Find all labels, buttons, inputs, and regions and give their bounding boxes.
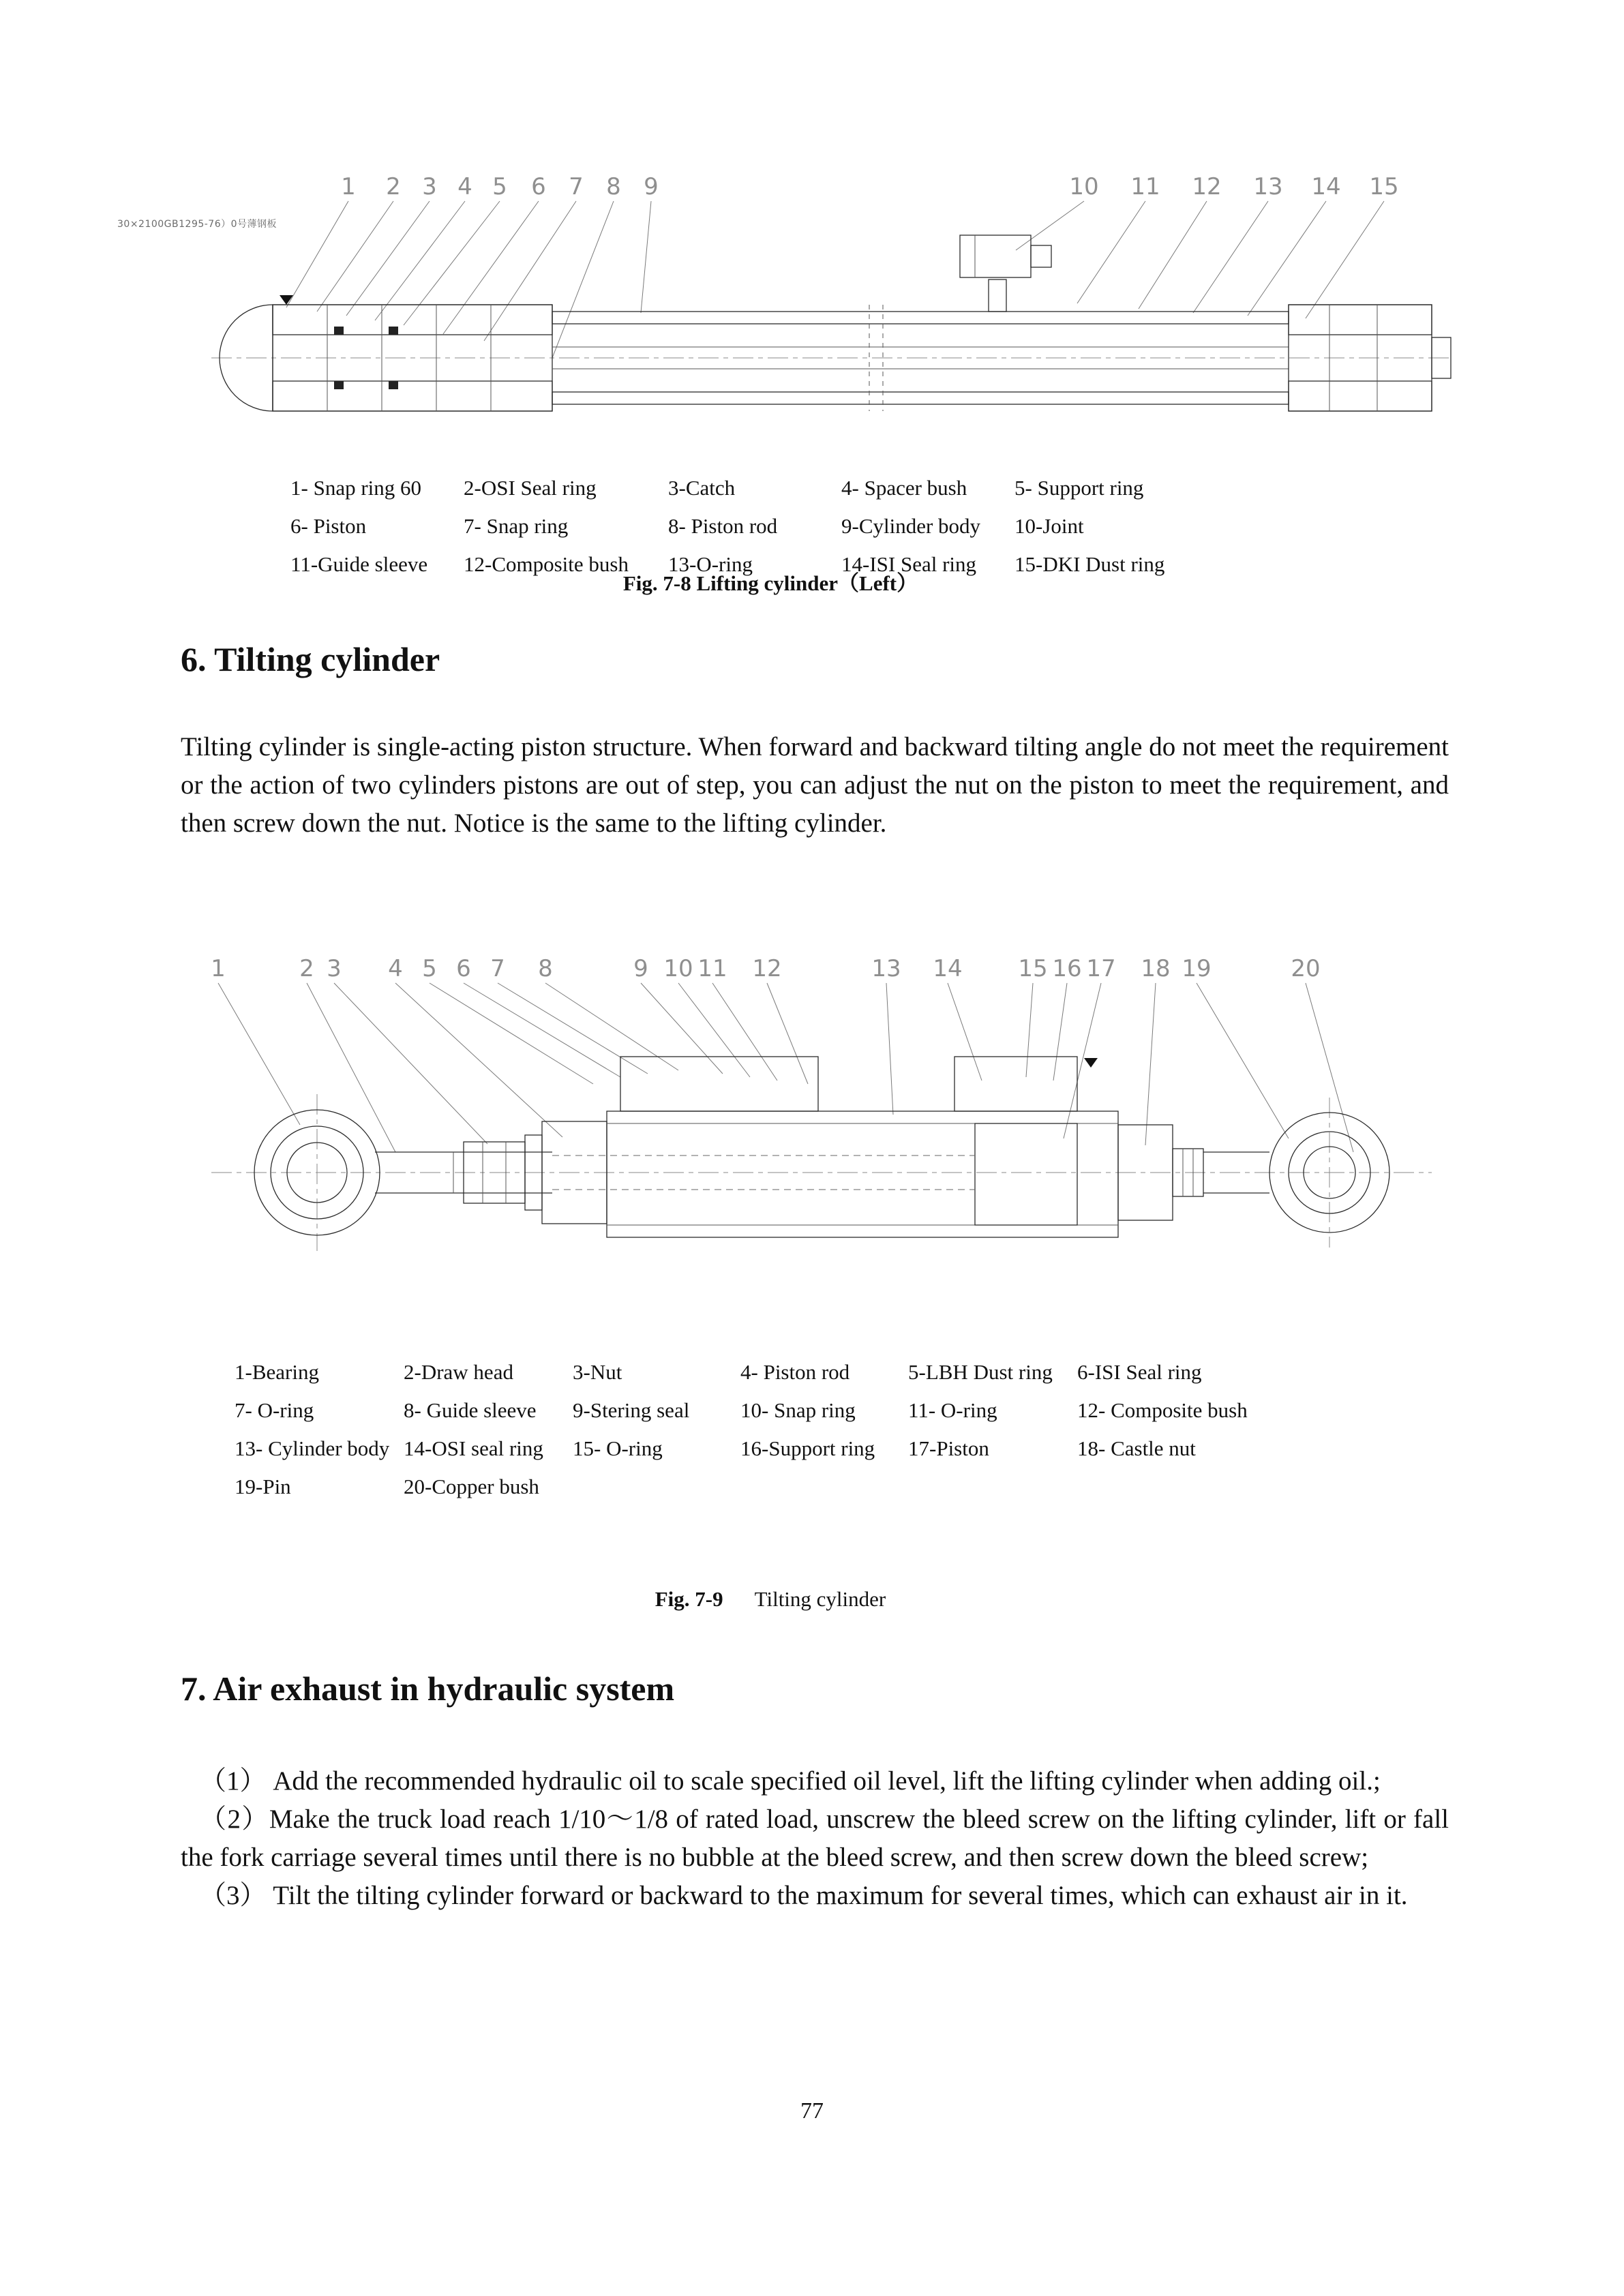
callout-number: 4 bbox=[457, 173, 472, 200]
part-label: 20-Copper bush bbox=[404, 1475, 539, 1498]
callout-number: 13 bbox=[871, 955, 901, 982]
callout-number: 3 bbox=[327, 955, 342, 982]
step-3: （3） Tilt the tilting cylinder forward or backward to the maximum for several times, which can exhaust air in it. bbox=[200, 1881, 1408, 1910]
callout-number: 15 bbox=[1369, 173, 1399, 200]
callout-number: 1 bbox=[341, 173, 356, 200]
piston bbox=[975, 1123, 1077, 1225]
part-label: 4- Spacer bush bbox=[841, 476, 967, 500]
callout-number: 4 bbox=[388, 955, 403, 982]
callout-number: 2 bbox=[386, 173, 401, 200]
part-label: 14-ISI Seal ring bbox=[841, 552, 977, 576]
part-label: 1-Bearing bbox=[235, 1360, 319, 1384]
part-label: 2-Draw head bbox=[404, 1360, 513, 1384]
callout-number: 6 bbox=[531, 173, 546, 200]
part-label: 7- Snap ring bbox=[464, 514, 569, 538]
fig78-caption bbox=[0, 566, 1541, 596]
fig78-caption-text: Fig. 7-8 Lifting cylinder bbox=[622, 571, 839, 595]
part-label: 5-LBH Dust ring bbox=[908, 1360, 1053, 1384]
callout-number: 7 bbox=[569, 173, 584, 200]
callout-number: 10 bbox=[1069, 173, 1099, 200]
part-label: 1- Snap ring 60 bbox=[290, 476, 422, 500]
weld-marker bbox=[280, 295, 293, 305]
callout-number: 3 bbox=[422, 173, 437, 200]
callout-number: 11 bbox=[1130, 173, 1160, 200]
callout-number: 19 bbox=[1182, 955, 1212, 982]
part-label: 14-OSI seal ring bbox=[404, 1436, 543, 1460]
part-label: 11- O-ring bbox=[908, 1398, 997, 1422]
callout-number: 9 bbox=[644, 173, 659, 200]
callout-number: 6 bbox=[456, 955, 471, 982]
fig79-parts-list bbox=[235, 1353, 1248, 1506]
callout-number: 14 bbox=[933, 955, 963, 982]
fig79-caption-label: Fig. 7-9 bbox=[655, 1587, 723, 1611]
figure-7-9-drawing bbox=[170, 948, 1452, 1343]
step-1: （1） Add the recommended hydraulic oil to scale specified oil level, lift the lifting cylinder when adding oil.; bbox=[200, 1766, 1381, 1796]
leader-lines bbox=[218, 983, 1353, 1152]
seal-ring-mark bbox=[389, 381, 398, 389]
part-label: 16-Support ring bbox=[740, 1436, 875, 1460]
callout-number: 16 bbox=[1052, 955, 1082, 982]
part-label: 11-Guide sleeve bbox=[290, 552, 428, 576]
part-label: 2-OSI Seal ring bbox=[464, 476, 597, 500]
callout-number: 1 bbox=[211, 955, 226, 982]
joint-fitting bbox=[960, 235, 1051, 312]
section7-body bbox=[181, 1762, 1449, 1915]
part-label: 13- Cylinder body bbox=[235, 1436, 390, 1460]
figure-7-8-drawing bbox=[170, 133, 1452, 467]
callout-number: 18 bbox=[1141, 955, 1171, 982]
part-label: 12-Composite bush bbox=[464, 552, 629, 576]
part-label: 17-Piston bbox=[908, 1436, 989, 1460]
seal-ring-mark bbox=[334, 381, 344, 389]
part-label: 4- Piston rod bbox=[740, 1360, 850, 1384]
fig79-caption bbox=[0, 1587, 1541, 1612]
callout-number: 9 bbox=[633, 955, 648, 982]
callout-number: 2 bbox=[299, 955, 314, 982]
part-label: 15- O-ring bbox=[573, 1436, 663, 1460]
part-label: 13-O-ring bbox=[668, 552, 753, 576]
callout-number: 13 bbox=[1253, 173, 1283, 200]
part-label: 10-Joint bbox=[1014, 514, 1084, 538]
guide-sleeve-assembly bbox=[620, 1057, 818, 1111]
part-label: 19-Pin bbox=[235, 1475, 291, 1498]
callout-number: 5 bbox=[492, 173, 507, 200]
part-label: 3-Catch bbox=[668, 476, 736, 500]
cylinder-body bbox=[607, 1111, 1118, 1237]
part-label: 9-Cylinder body bbox=[841, 514, 981, 538]
seal-ring-mark bbox=[389, 327, 398, 335]
callout-number: 8 bbox=[606, 173, 621, 200]
part-label: 6-ISI Seal ring bbox=[1077, 1360, 1202, 1384]
part-label: 10- Snap ring bbox=[740, 1398, 856, 1422]
part-label: 12- Composite bush bbox=[1077, 1398, 1248, 1422]
callout-number: 10 bbox=[663, 955, 693, 982]
part-label: 8- Piston rod bbox=[668, 514, 778, 538]
part-label: 8- Guide sleeve bbox=[404, 1398, 537, 1422]
seal-ring-mark bbox=[334, 327, 344, 335]
part-label: 9-Stering seal bbox=[573, 1398, 690, 1422]
callout-number: 14 bbox=[1311, 173, 1341, 200]
callout-number: 7 bbox=[490, 955, 505, 982]
part-label: 15-DKI Dust ring bbox=[1014, 552, 1165, 576]
fig78-caption-suffix: （Left） bbox=[838, 571, 918, 595]
part-label: 3-Nut bbox=[573, 1360, 622, 1384]
part-label: 7- O-ring bbox=[235, 1398, 314, 1422]
part-label: 5- Support ring bbox=[1014, 476, 1144, 500]
callout-number: 5 bbox=[422, 955, 437, 982]
step-2: （2）Make the truck load reach 1/10～1/8 of rated load, unscrew the bleed screw on the lifting cylinder, lift or fall the fork carriage several times until there is no bubble at the bleed screw, and then screw down the bleed screw; bbox=[181, 1804, 1449, 1872]
callout-number: 12 bbox=[1192, 173, 1222, 200]
callout-number: 8 bbox=[538, 955, 553, 982]
part-label: 18- Castle nut bbox=[1077, 1436, 1196, 1460]
weld-marker bbox=[1084, 1058, 1098, 1068]
callout-number: 20 bbox=[1291, 955, 1321, 982]
section7-heading: 7. Air exhaust in hydraulic system bbox=[181, 1670, 675, 1708]
callout-number: 17 bbox=[1086, 955, 1116, 982]
fig79-caption-title: Tilting cylinder bbox=[754, 1587, 886, 1611]
callout-number: 15 bbox=[1018, 955, 1048, 982]
callout-number: 11 bbox=[697, 955, 727, 982]
section6-heading: 6. Tilting cylinder bbox=[181, 640, 440, 678]
piston-assembly-top bbox=[954, 1057, 1077, 1111]
drawing-annotation: 30×2100GB1295-76）0号薄钢板 bbox=[117, 219, 277, 230]
callout-number: 12 bbox=[752, 955, 782, 982]
section6-paragraph: Tilting cylinder is single-acting piston structure. When forward and backward tilting angle do not meet the requirement or the action of two cylinders pistons are out of step, you can adjust the nut on the piston to meet the requirement, and then screw down the nut. Notice is the same to the lifting cylinder. bbox=[181, 732, 1449, 838]
part-label: 6- Piston bbox=[290, 514, 367, 538]
page-number: 77 bbox=[800, 2098, 824, 2124]
